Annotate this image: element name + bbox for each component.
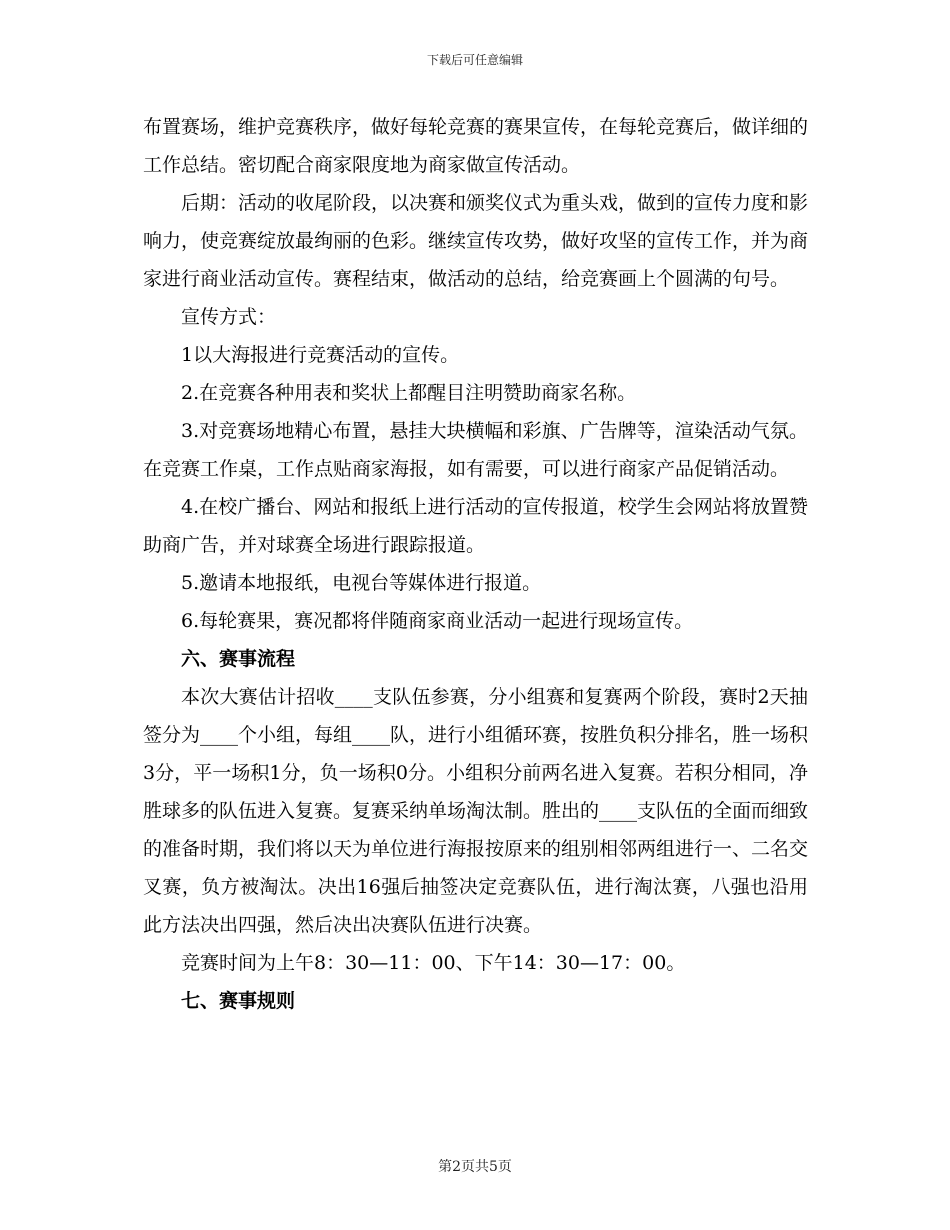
section-heading-6: 六、赛事流程 <box>181 648 296 670</box>
paragraph-competition-process: 本次大赛估计招收____支队伍参赛，分小组赛和复赛两个阶段，赛时2天抽签分为____个小组，每组____队，进行小组循环赛，按胜负积分排名，胜一场积3分，平一场积1分，负一场积0分。小组积分前两名进入复赛。若积分相同，净胜球多的队伍进入复赛。复赛采纳单场淘汰制。胜出的____支队伍的全面而细致的准备时期，我们将以天为单位进行海报按原来的组别相邻两组进行一、二名交叉赛，负方被淘汰。决出16强后抽签决定竞赛队伍，进行淘汰赛，八强也沿用此方法决出四强，然后决出决赛队伍进行决赛。 <box>143 686 809 936</box>
paragraph-promotion-methods: 宣传方式： <box>181 306 277 328</box>
list-item-1: 1以大海报进行竞赛活动的宣传。 <box>181 344 460 366</box>
page-footer: 第2页共5页 <box>438 1159 512 1175</box>
page-header: 下载后可任意编辑 <box>426 53 523 67</box>
paragraph-later-stage: 后期：活动的收尾阶段，以决赛和颁奖仪式为重头戏，做到的宣传力度和影响力，使竞赛绽放最绚丽的色彩。继续宣传攻势，做好攻坚的宣传工作，并为商家进行商业活动宣传。赛程结束，做活动的总结，给竞赛画上个圆满的句号。 <box>143 192 809 290</box>
list-item-3: 3.对竞赛场地精心布置，悬挂大块横幅和彩旗、广告牌等，渲染活动气氛。在竞赛工作桌，工作点贴商家海报，如有需要，可以进行商家产品促销活动。 <box>143 420 808 480</box>
list-item-2: 2.在竞赛各种用表和奖状上都醒目注明赞助商家名称。 <box>181 382 637 404</box>
section-heading-7: 七、赛事规则 <box>181 990 296 1012</box>
list-item-5: 5.邀请本地报纸，电视台等媒体进行报道。 <box>181 572 542 594</box>
paragraph-competition-time: 竞赛时间为上午8：30—11：00、下午14：30—17：00。 <box>181 952 686 974</box>
paragraph-continuation: 布置赛场，维护竞赛秩序，做好每轮竞赛的赛果宣传，在每轮竞赛后，做详细的工作总结。密切配合商家限度地为商家做宣传活动。 <box>143 116 809 176</box>
document-body <box>143 108 808 1020</box>
list-item-4: 4.在校广播台、网站和报纸上进行活动的宣传报道，校学生会网站将放置赞助商广告，并对球赛全场进行跟踪报道。 <box>143 496 808 556</box>
list-item-6: 6.每轮赛果，赛况都将伴随商家商业活动一起进行现场宣传。 <box>181 610 694 632</box>
